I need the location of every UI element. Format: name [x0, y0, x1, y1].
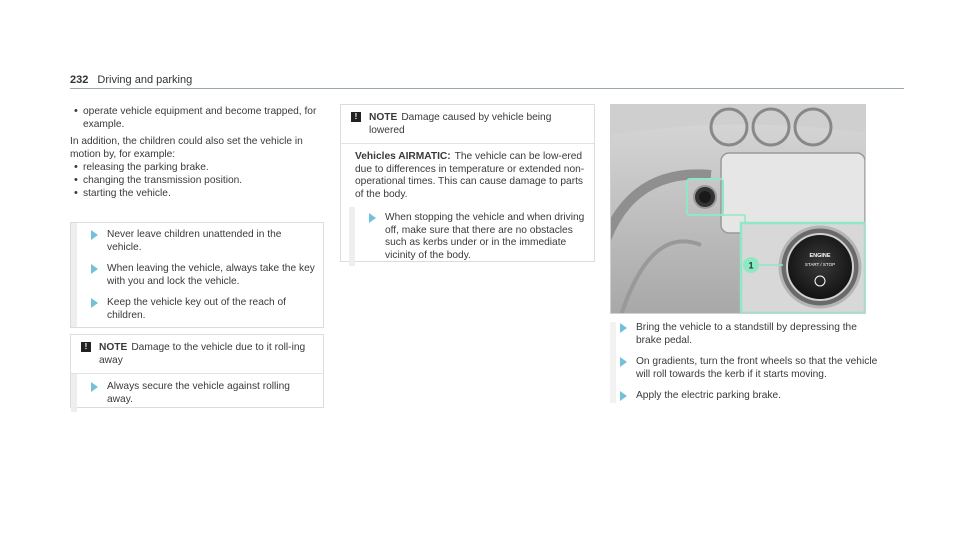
bullet-item: • changing the transmission position. [70, 174, 322, 187]
callout-number: 1 [748, 260, 754, 271]
header-rule [70, 88, 904, 89]
button-line2: START / STOP [804, 262, 836, 267]
arrow-icon [620, 323, 627, 333]
note-label: NOTE [369, 112, 398, 123]
note-box-roll-away [70, 334, 324, 408]
column-3 [610, 322, 880, 403]
page-header [70, 74, 192, 86]
arrow-icon [369, 213, 376, 223]
note-header [341, 105, 594, 143]
step-item: Apply the electric parking brake. [620, 390, 880, 403]
bullet-item: • starting the vehicle. [70, 187, 322, 200]
note-box-airmatic [340, 104, 595, 262]
bullet-item: • releasing the parking brake. [70, 161, 322, 174]
step-item: Always secure the vehicle against rolling away. [91, 381, 317, 406]
exclamation-icon: ! [351, 112, 361, 122]
arrow-icon [91, 230, 98, 240]
arrow-icon [91, 264, 98, 274]
step-item: Never leave children unattended in the vehicle. [91, 229, 317, 254]
section-title: Driving and parking [97, 74, 193, 86]
exclamation-icon: ! [81, 342, 91, 352]
arrow-icon [620, 391, 627, 401]
bullet-item: • operate vehicle equipment and become trapped, for example. [70, 105, 322, 131]
step-item: Keep the vehicle key out of the reach of children. [91, 297, 317, 322]
note-body: Vehicles AIRMATIC: The vehicle can be low-ered due to differences in temperature or extended non-operational times. This can cause damage to parts of the body. [355, 151, 585, 200]
button-line1: ENGINE [809, 253, 831, 259]
note-text: Damage to the vehicle due to it roll-ing away [99, 342, 306, 366]
arrow-icon [620, 357, 627, 367]
step-item: When stopping the vehicle and when driving off, make sure that there are no obstacles such as kerbs under or in the immediate vicinity of the body. [369, 212, 588, 262]
note-header [71, 335, 323, 373]
column-1 [70, 105, 322, 200]
note-label: NOTE [99, 342, 128, 353]
note-text: Damage caused by vehicle being lowered [369, 112, 552, 136]
paragraph: In addition, the children could also set the vehicle in motion by, for example: [70, 136, 303, 160]
warning-steps-box [70, 222, 324, 328]
step-item: Bring the vehicle to a standstill by depressing the brake pedal. [620, 322, 880, 347]
dashboard-photo [610, 104, 866, 314]
page-number: 232 [70, 74, 89, 86]
step-item: On gradients, turn the front wheels so that the vehicle will roll towards the kerb if it starts moving. [620, 356, 880, 381]
arrow-icon [91, 382, 98, 392]
note-subtitle: Vehicles AIRMATIC: [355, 151, 451, 162]
arrow-icon [91, 298, 98, 308]
step-item: When leaving the vehicle, always take the key with you and lock the vehicle. [91, 263, 317, 288]
